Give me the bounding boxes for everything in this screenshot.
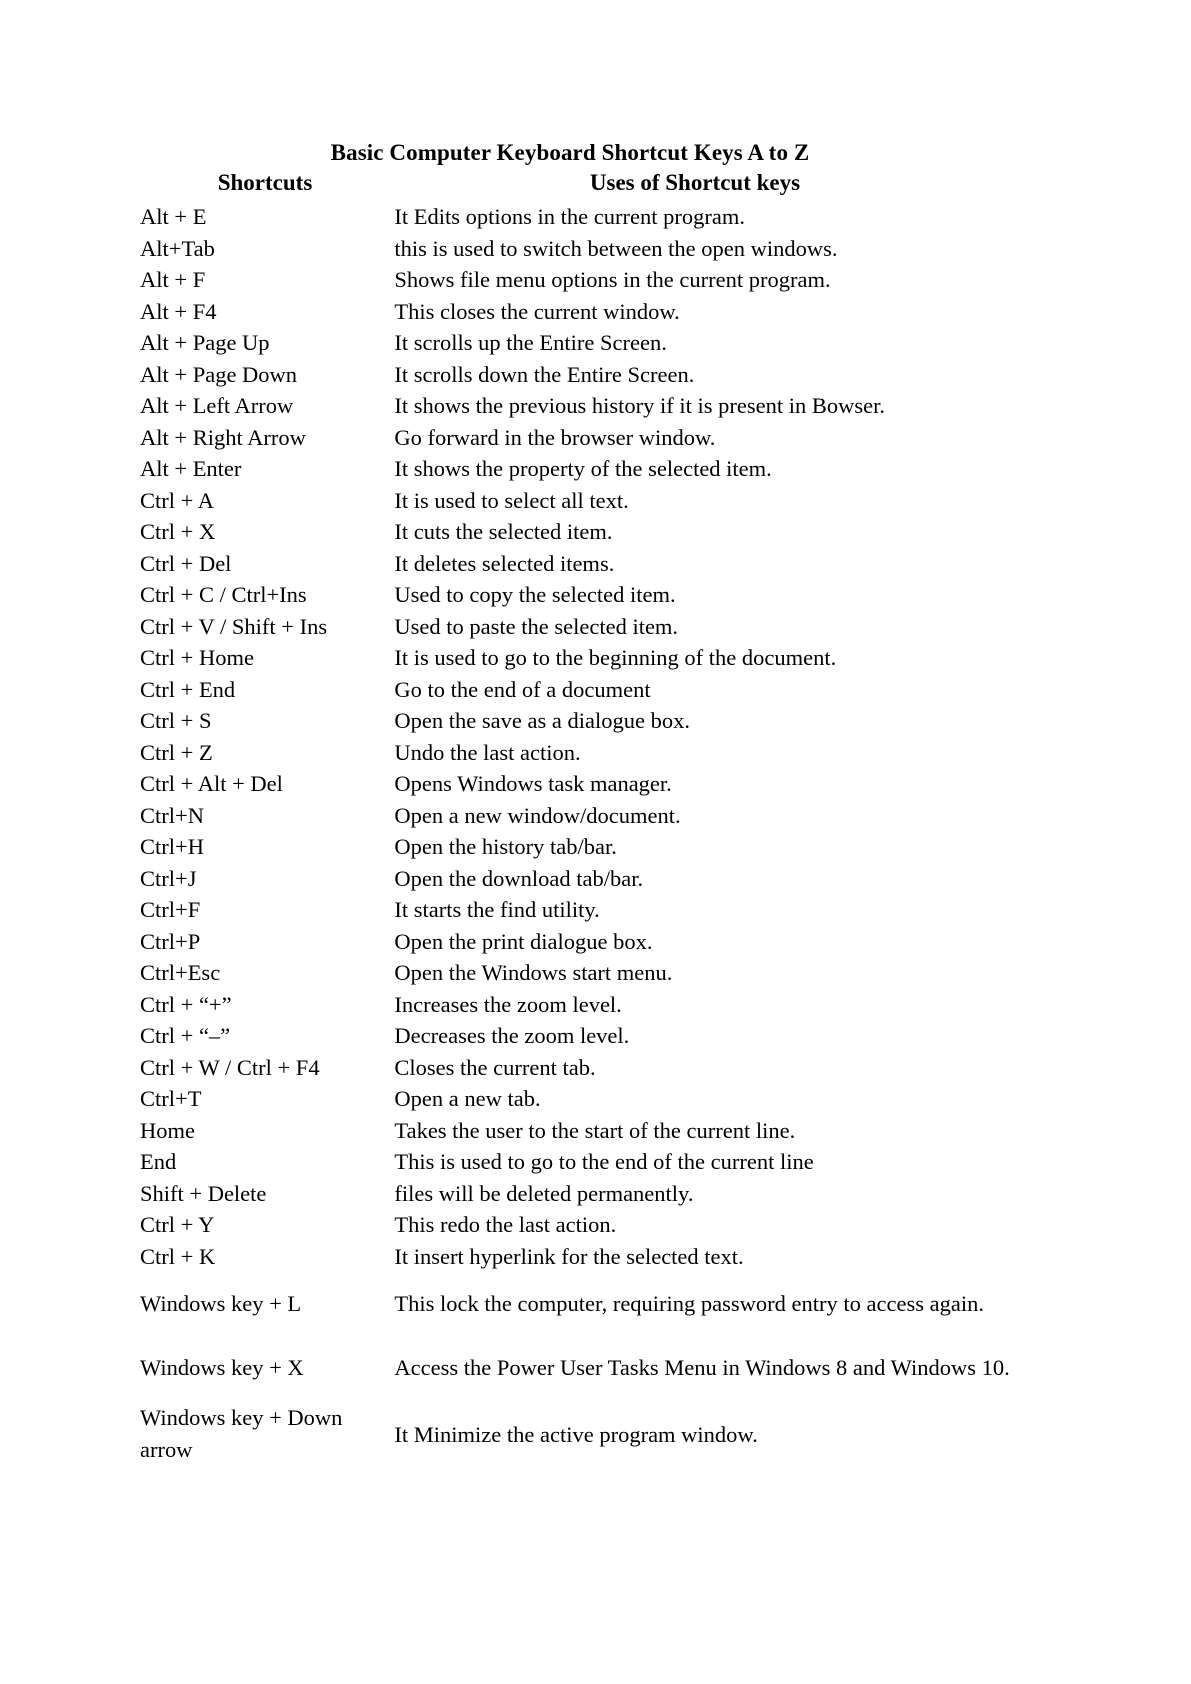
shortcut-key-cell: Ctrl + Del	[140, 550, 232, 576]
shortcut-key-cell: Ctrl+Esc	[140, 960, 221, 985]
shortcut-description-cell: It is used to select all text.	[394, 487, 629, 513]
shortcut-description-cell: It is used to go to the beginning of the document.	[394, 645, 837, 670]
table-row	[140, 359, 1020, 391]
shortcut-key-cell: Ctrl+N	[140, 802, 204, 828]
shortcut-description-cell: Takes the user to the start of the current line.	[394, 1117, 796, 1143]
table-row	[140, 642, 1020, 674]
shortcut-key-cell: Ctrl + “–”	[140, 1023, 231, 1048]
shortcuts-table-body	[140, 201, 1020, 1469]
shortcut-description-cell: Decreases the zoom level.	[394, 1023, 630, 1048]
shortcut-key-cell: Ctrl+P	[140, 928, 201, 954]
shortcut-key-cell: Alt+Tab	[140, 235, 215, 261]
shortcut-key-cell: Shift + Delete	[140, 1180, 267, 1206]
shortcut-description-cell: Open a new window/document.	[394, 802, 681, 828]
table-row	[140, 705, 1020, 737]
table-row	[140, 485, 1020, 517]
shortcuts-table	[140, 201, 1020, 1469]
column-header-shortcuts: Shortcuts	[217, 170, 313, 195]
table-row	[140, 327, 1020, 359]
shortcut-description-cell: Opens Windows task manager.	[394, 771, 672, 796]
shortcut-description-cell: It insert hyperlink for the selected text.	[394, 1243, 744, 1269]
table-row	[140, 264, 1020, 296]
table-row	[140, 233, 1020, 265]
shortcut-key-cell: Ctrl + Home	[140, 645, 254, 670]
shortcut-description-cell: This lock the computer, requiring password entry to access again.	[394, 1291, 984, 1317]
shortcut-key-cell: Windows key + Down arrow	[140, 1405, 343, 1462]
shortcut-key-cell: Alt + Right Arrow	[140, 424, 306, 450]
shortcut-description-cell: Open the download tab/bar.	[394, 865, 644, 891]
shortcut-description-cell: Used to copy the selected item.	[394, 582, 676, 607]
shortcut-key-cell: Ctrl+J	[140, 865, 197, 891]
shortcut-description-cell: It shows the property of the selected item.	[394, 456, 772, 481]
table-row	[140, 1209, 1020, 1241]
shortcut-description-cell: Open a new tab.	[394, 1086, 541, 1111]
shortcut-description-cell: Open the history tab/bar.	[394, 834, 617, 859]
shortcut-description-cell: It cuts the selected item.	[394, 519, 613, 544]
table-row	[140, 1336, 1020, 1400]
column-header-uses: Uses of Shortcut keys	[589, 170, 801, 195]
table-row	[140, 422, 1020, 454]
table-row	[140, 737, 1020, 769]
shortcut-key-cell: Ctrl + Z	[140, 739, 213, 765]
shortcut-key-cell: Ctrl + C / Ctrl+Ins	[140, 582, 307, 607]
shortcut-description-cell: Shows file menu options in the current program.	[394, 267, 831, 292]
shortcut-key-cell: Windows key + L	[140, 1291, 302, 1317]
shortcut-description-cell: Open the print dialogue box.	[394, 928, 653, 954]
shortcut-key-cell: Ctrl + W / Ctrl + F4	[140, 1054, 320, 1080]
shortcut-key-cell: Home	[140, 1117, 195, 1143]
table-row	[140, 1083, 1020, 1115]
shortcut-key-cell: Alt + Left Arrow	[140, 393, 294, 418]
table-row	[140, 863, 1020, 895]
shortcut-description-cell: It shows the previous history if it is present in Bowser.	[394, 393, 885, 418]
shortcut-key-cell: Alt + Enter	[140, 456, 242, 481]
shortcut-key-cell: End	[140, 1149, 177, 1174]
shortcut-key-cell: Ctrl + V / Shift + Ins	[140, 613, 328, 639]
table-row	[140, 453, 1020, 485]
table-row	[140, 831, 1020, 863]
table-row	[140, 1115, 1020, 1147]
table-row	[140, 1146, 1020, 1178]
shortcut-key-cell: Ctrl+H	[140, 834, 204, 859]
shortcut-description-cell: It Minimize the active program window.	[394, 1421, 758, 1447]
table-row	[140, 1052, 1020, 1084]
shortcut-key-cell: Alt + Page Up	[140, 330, 270, 355]
shortcut-key-cell: Ctrl + End	[140, 676, 236, 702]
table-row	[140, 800, 1020, 832]
shortcut-description-cell: Closes the current tab.	[394, 1054, 596, 1080]
shortcut-description-cell: It scrolls down the Entire Screen.	[394, 361, 695, 387]
shortcut-description-cell: Used to paste the selected item.	[394, 613, 679, 639]
shortcut-key-cell: Ctrl + K	[140, 1243, 216, 1269]
shortcut-key-cell: Ctrl + A	[140, 487, 214, 513]
shortcut-description-cell: files will be deleted permanently.	[394, 1180, 694, 1206]
shortcut-key-cell: Ctrl+T	[140, 1086, 202, 1111]
table-row	[140, 390, 1020, 422]
table-row	[140, 548, 1020, 580]
table-row	[140, 296, 1020, 328]
table-row	[140, 516, 1020, 548]
shortcut-description-cell: It starts the find utility.	[394, 897, 600, 922]
table-row	[140, 957, 1020, 989]
shortcut-key-cell: Ctrl + Y	[140, 1212, 215, 1237]
shortcut-description-cell: It deletes selected items.	[394, 550, 615, 576]
shortcut-key-cell: Ctrl + Alt + Del	[140, 771, 283, 796]
shortcut-key-cell: Alt + F	[140, 267, 206, 292]
shortcut-description-cell: this is used to switch between the open windows.	[394, 235, 838, 261]
table-row	[140, 768, 1020, 800]
shortcut-key-cell: Ctrl + X	[140, 519, 216, 544]
shortcut-description-cell: This closes the current window.	[394, 298, 680, 324]
shortcut-description-cell: Open the save as a dialogue box.	[394, 708, 690, 733]
shortcut-key-cell: Windows key + X	[140, 1355, 304, 1381]
shortcut-key-cell: Alt + Page Down	[140, 361, 298, 387]
table-row	[140, 579, 1020, 611]
table-row	[140, 1272, 1020, 1336]
table-row	[140, 1178, 1020, 1210]
page-title: Basic Computer Keyboard Shortcut Keys A to Z	[330, 140, 810, 165]
shortcut-key-cell: Alt + F4	[140, 298, 217, 324]
shortcut-description-cell: This is used to go to the end of the current line	[394, 1149, 814, 1174]
shortcut-key-cell: Alt + E	[140, 204, 207, 229]
shortcut-key-cell: Ctrl + S	[140, 708, 212, 733]
table-row	[140, 611, 1020, 643]
shortcut-description-cell: Increases the zoom level.	[394, 991, 622, 1017]
table-row	[140, 894, 1020, 926]
table-row	[140, 1241, 1020, 1273]
shortcut-description-cell: Open the Windows start menu.	[394, 960, 673, 985]
table-row	[140, 201, 1020, 233]
shortcut-description-cell: Undo the last action.	[394, 739, 581, 765]
shortcut-description-cell: It scrolls up the Entire Screen.	[394, 330, 667, 355]
table-row	[140, 1020, 1020, 1052]
table-row	[140, 674, 1020, 706]
shortcut-description-cell: Go to the end of a document	[394, 676, 651, 702]
shortcut-description-cell: Go forward in the browser window.	[394, 424, 716, 450]
table-row	[140, 989, 1020, 1021]
shortcut-description-cell: Access the Power User Tasks Menu in Windows 8 and Windows 10.	[394, 1355, 1010, 1381]
shortcut-description-cell: This redo the last action.	[394, 1212, 617, 1237]
shortcut-key-cell: Ctrl + “+”	[140, 991, 232, 1017]
table-column-headers	[140, 170, 1000, 202]
table-row	[140, 926, 1020, 958]
shortcut-key-cell: Ctrl+F	[140, 897, 201, 922]
table-row	[140, 1400, 1020, 1469]
shortcut-description-cell: It Edits options in the current program.	[394, 204, 745, 229]
